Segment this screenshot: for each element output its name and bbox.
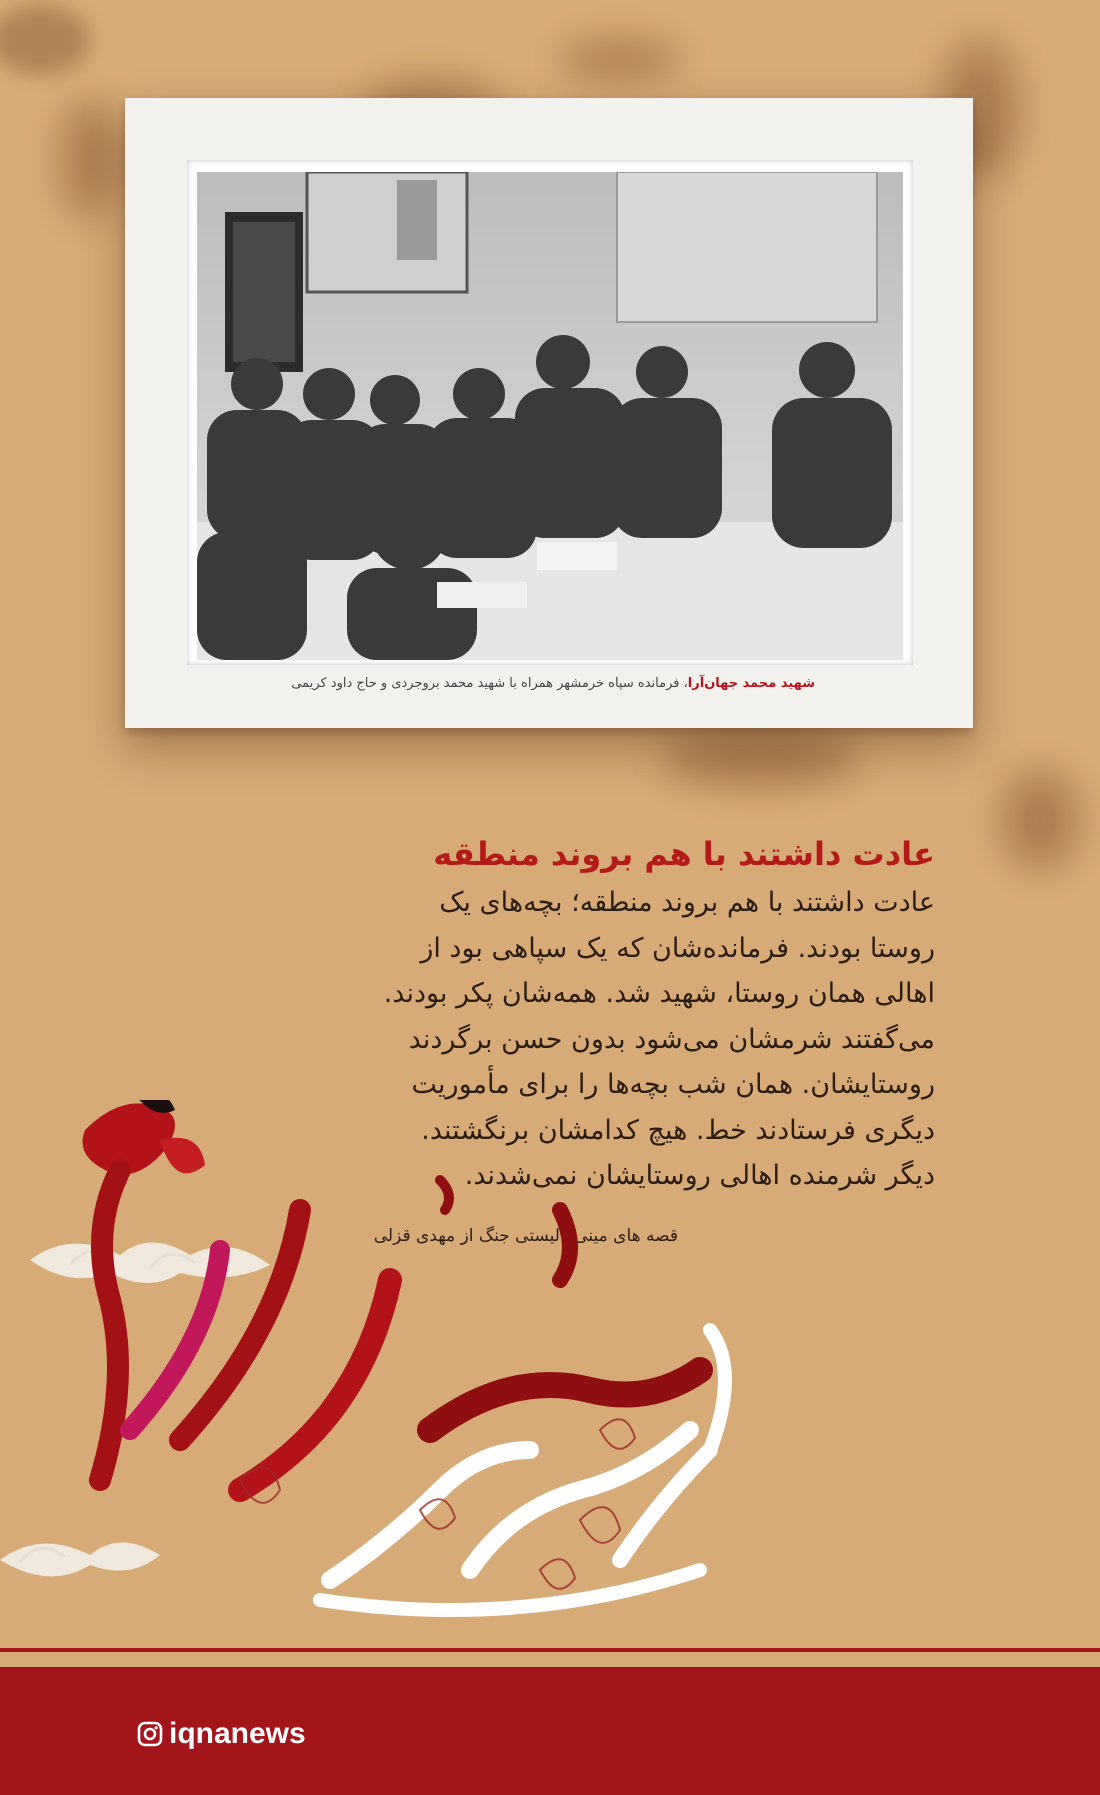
article-line: عادت داشتند با هم بروند منطقه؛ بچه‌های یک [439, 887, 935, 918]
calligraphy-white [320, 1330, 725, 1610]
footer-bar [0, 1667, 1100, 1795]
article-line: دیگر شرمنده اهالی روستایشان نمی‌شدند. [464, 1160, 935, 1191]
caption-text: ، فرمانده سپاه خرمشهر همراه با شهید محمد بروجردی و حاج داود کریمی [291, 676, 688, 691]
footer-divider [0, 1648, 1100, 1652]
article-source: قصه های مینی‌مالیستی جنگ از مهدی قزلی [373, 1226, 678, 1246]
article-headline: عادت داشتند با هم بروند منطقه [433, 835, 935, 873]
photo-mat [187, 160, 913, 665]
article-line: اهالی همان روستا، شهید شد. همه‌شان پکر بودند. [383, 978, 935, 1009]
article-line: روستایشان. همان شب بچه‌ها را برای مأموریت [411, 1069, 935, 1100]
photo-frame [125, 98, 973, 728]
calligraphy-artwork [0, 1100, 1100, 1660]
flower-ornament [83, 1100, 206, 1175]
article-line: روستا بودند. فرمانده‌شان که یک سپاهی بود از [420, 932, 935, 964]
article-line: دیگری فرستادند خط. هیچ کدامشان برنگشتند. [421, 1114, 935, 1146]
article-line: می‌گفتند شرمشان می‌شود بدون حسن برگردند [408, 1023, 935, 1055]
photo-caption [185, 676, 815, 691]
calligraphy-red [100, 1170, 700, 1490]
social-handle[interactable] [137, 1717, 306, 1751]
instagram-icon [137, 1721, 163, 1747]
caption-name: شهید محمد جهان‌آرا [687, 676, 815, 691]
archival-photo-illustration [197, 172, 903, 660]
archival-photo [197, 172, 903, 660]
social-handle-text: iqnanews [169, 1717, 306, 1750]
